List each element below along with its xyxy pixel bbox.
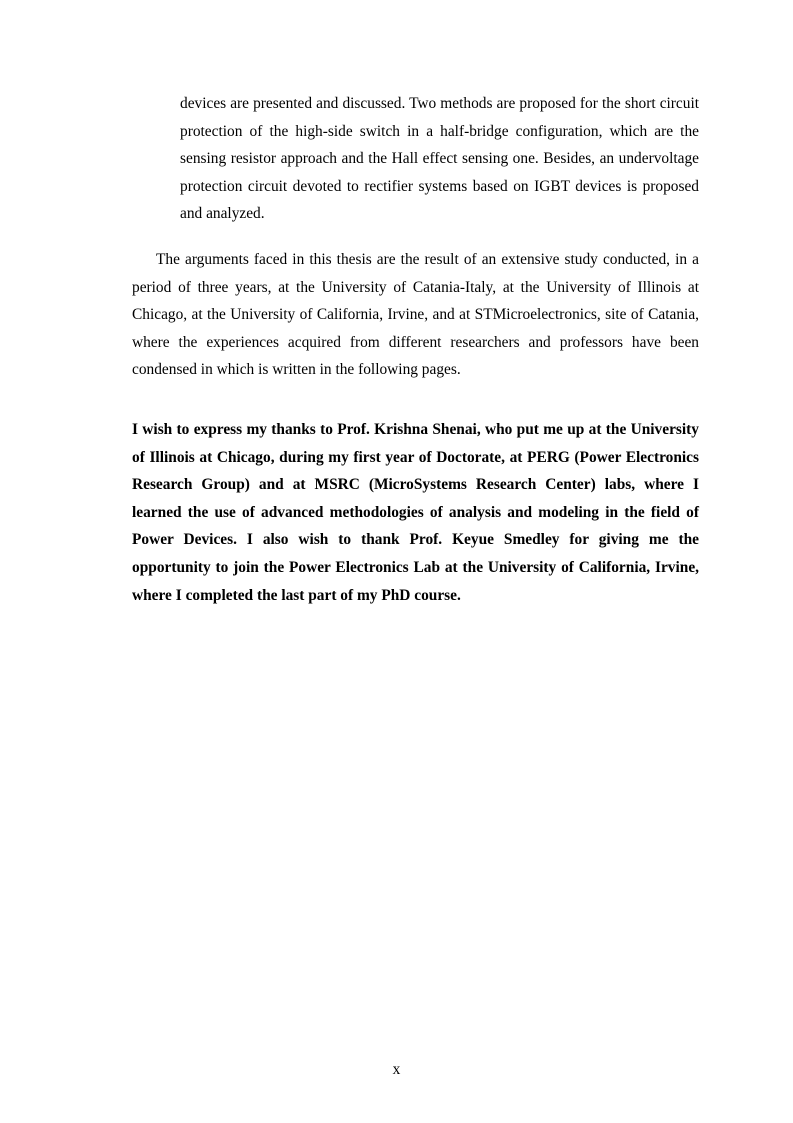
- acknowledgements-paragraph: I wish to express my thanks to Prof. Krishna Shenai, who put me up at the University of Illinois at Chicago, during my first year of Doctorate, at PERG (Power Electronics Research Group) and at MSRC (MicroSystems Research Center) labs, where I learned the use of advanced methodologies of analysis and modeling in the field of Power Devices. I also wish to thank Prof. Keyue Smedley for giving me the opportunity to join the Power Electronics Lab at the University of California, Irvine, where I completed the last part of my PhD course.: [132, 421, 699, 604]
- page-number: x: [392, 1061, 401, 1078]
- arguments-paragraph: The arguments faced in this thesis are the result of an extensive study conducted, in a period of three years, at the University of Catania-Italy, at the University of Illinois at Chicago, at the University of California, Irvine, and at STMicroelectronics, site of Catania, where the experiences acquired from different researchers and professors have been condensed in which is written in the following pages.: [132, 251, 699, 379]
- indented-paragraph: devices are presented and discussed. Two methods are proposed for the short circuit protection of the high-side switch in a half-bridge configuration, which are the sensing resistor approach and the Hall effect sensing one. Besides, an undervoltage protection circuit devoted to rectifier systems based on IGBT devices is proposed and analyzed.: [180, 95, 699, 223]
